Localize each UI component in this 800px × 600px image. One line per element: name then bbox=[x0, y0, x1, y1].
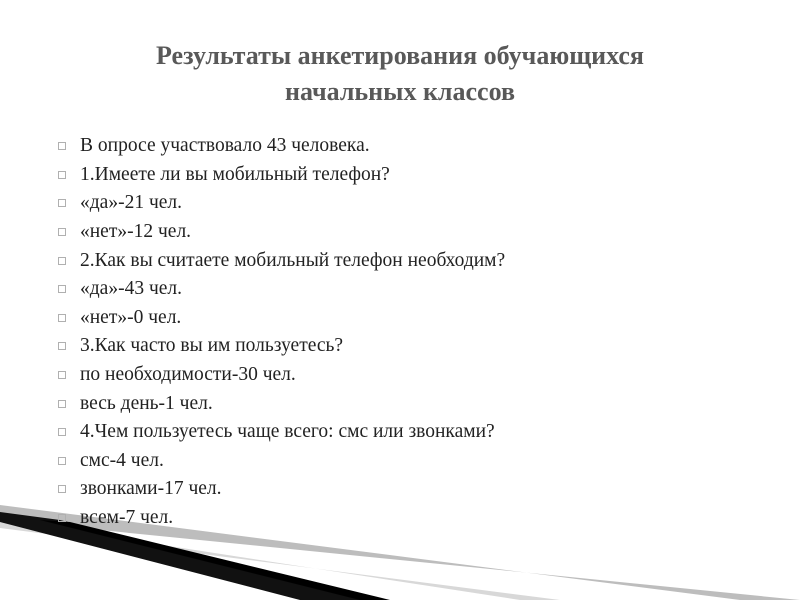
bullet-icon bbox=[58, 342, 66, 350]
list-item-text: по необходимости-30 чел. bbox=[80, 364, 296, 386]
bullet-icon bbox=[58, 171, 66, 179]
list-item-text: смс-4 чел. bbox=[80, 449, 164, 471]
bullet-icon bbox=[58, 514, 66, 522]
list-item bbox=[58, 475, 505, 504]
list-item-text: «нет»-0 чел. bbox=[80, 306, 182, 328]
list-item bbox=[58, 161, 505, 190]
list-item-text: 1.Имеете ли вы мобильный телефон? bbox=[80, 163, 390, 185]
list-item bbox=[58, 304, 505, 333]
list-item bbox=[58, 218, 505, 247]
bullet-icon bbox=[58, 257, 66, 265]
list-item-text: В опросе участвовало 43 человека. bbox=[80, 135, 370, 157]
bullet-icon bbox=[58, 400, 66, 408]
bullet-icon bbox=[58, 314, 66, 322]
list-item bbox=[58, 504, 505, 533]
bullet-icon bbox=[58, 142, 66, 150]
list-item-text: 2.Как вы считаете мобильный телефон необходим? bbox=[80, 249, 506, 271]
list-item bbox=[58, 246, 505, 275]
list-item bbox=[58, 361, 505, 390]
bullet-icon bbox=[58, 457, 66, 465]
bullet-icon bbox=[58, 428, 66, 436]
bullet-icon bbox=[58, 228, 66, 236]
list-item-text: 4.Чем пользуетесь чаще всего: смс или звонками? bbox=[80, 421, 495, 443]
survey-results-list bbox=[58, 132, 505, 532]
list-item bbox=[58, 418, 505, 447]
bullet-icon bbox=[58, 199, 66, 207]
bullet-icon bbox=[58, 371, 66, 379]
list-item bbox=[58, 447, 505, 476]
list-item-text: весь день-1 чел. bbox=[80, 392, 213, 414]
slide-title bbox=[60, 38, 740, 110]
title-line-1: Результаты анкетирования обучающихся bbox=[156, 41, 644, 70]
list-item-text: «да»-43 чел. bbox=[80, 278, 183, 300]
list-item-text: «да»-21 чел. bbox=[80, 192, 183, 214]
bullet-icon bbox=[58, 485, 66, 493]
list-item bbox=[58, 389, 505, 418]
list-item-text: «нет»-12 чел. bbox=[80, 221, 192, 243]
bullet-icon bbox=[58, 285, 66, 293]
list-item bbox=[58, 275, 505, 304]
list-item bbox=[58, 132, 505, 161]
list-item bbox=[58, 189, 505, 218]
list-item bbox=[58, 332, 505, 361]
title-line-2: начальных классов bbox=[285, 77, 515, 106]
list-item-text: звонками-17 чел. bbox=[80, 478, 222, 500]
list-item-text: 3.Как часто вы им пользуетесь? bbox=[80, 335, 344, 357]
list-item-text: всем-7 чел. bbox=[80, 507, 174, 529]
